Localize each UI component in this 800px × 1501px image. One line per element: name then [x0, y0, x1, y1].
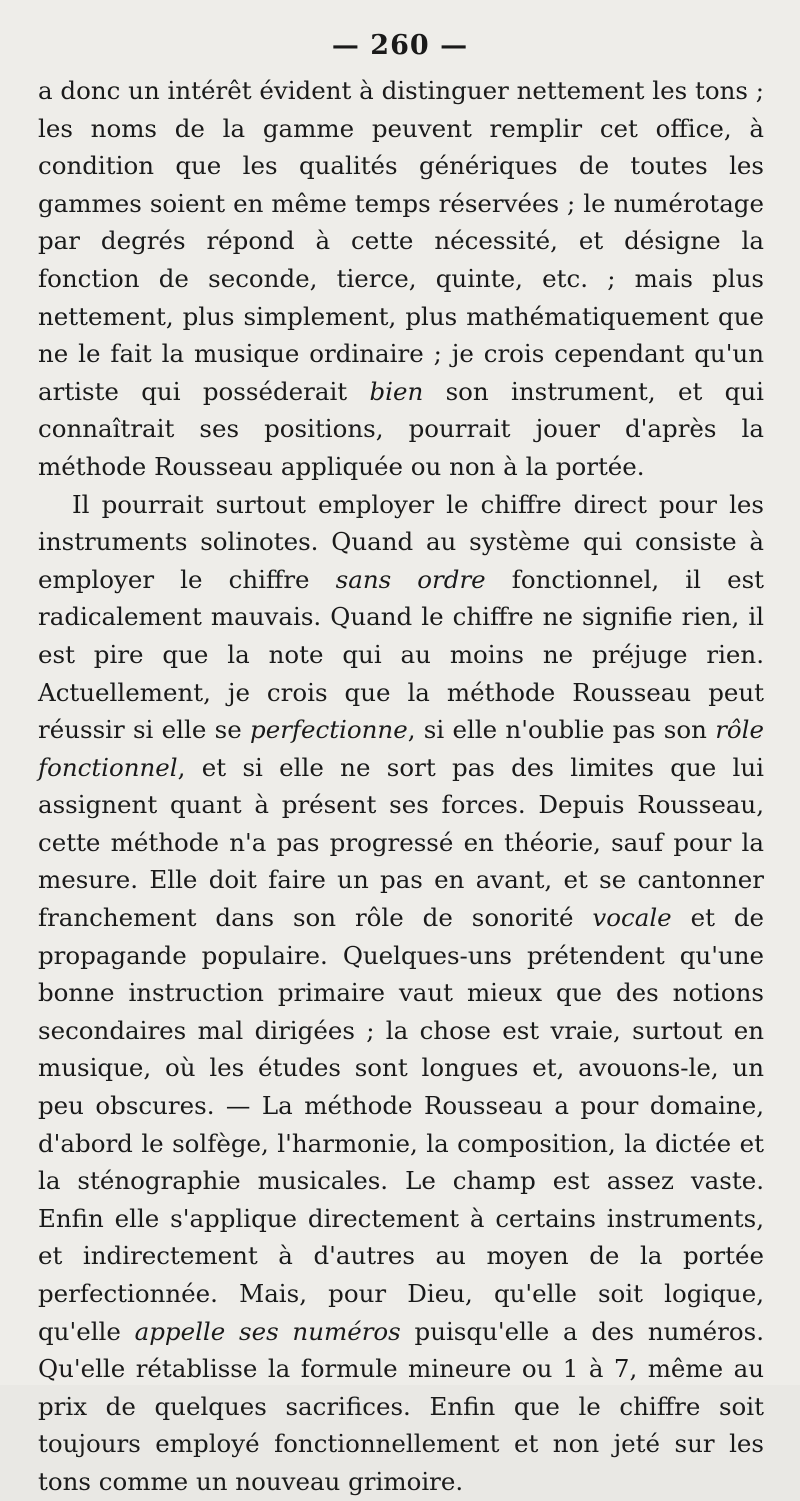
paragraph-text: fonctionnel, il est radicalement mauvais. Quand le chiffre ne signifie rien, il est pire que la note qui au moins ne préjuge rien. Actuellement, je crois que la méthode Rousseau peut réussir si elle se	[38, 564, 764, 745]
paragraph-1	[38, 72, 764, 486]
paragraph-text: et de propagande populaire. Quelques-uns prétendent qu'une bonne instruction primaire vaut mieux que des notions secondaires mal dirigées ; la chose est vraie, surtout en musique, où les études sont longues et, avouons-le, un peu obscures. — La méthode Rousseau a pour domaine, d'abord le solfège, l'harmonie, la composition, la dictée et la sténographie musicales. Le champ est assez vaste. Enfin elle s'applique directement à certains instruments, et indirectement à d'autres au moyen de la portée perfectionnée. Mais, pour Dieu, qu'elle soit logique, qu'elle	[38, 903, 765, 1346]
italic-emphasis: bien	[369, 376, 424, 406]
paragraph-text: Il pourrait surtout employer le chiffre direct pour les instruments solinotes. Quand au système qui consiste à employer le chiffre	[38, 489, 764, 594]
body-text	[38, 72, 764, 1501]
italic-emphasis: sans ordre	[335, 564, 486, 594]
italic-emphasis: appelle ses numéros	[134, 1316, 401, 1346]
paragraph-text: , si elle n'oublie pas son	[407, 715, 716, 745]
paragraph-text: , et si elle ne sort pas des limites que lui assignent quant à présent ses forces. Depuis Rousseau, cette méthode n'a pas progressé en théorie, sauf pour la mesure. Elle doit faire un pas en avant, et se cantonner franchement dans son rôle de sonorité	[38, 752, 764, 933]
italic-emphasis: vocale	[592, 903, 672, 933]
paragraph-text: son instrument, et qui connaîtrait ses positions, pourrait jouer d'après la méthode Rousseau appliquée ou non à la portée.	[38, 376, 764, 481]
paragraph-2	[38, 486, 764, 1501]
paragraph-text: a donc un intérêt évident à distinguer nettement les tons ; les noms de la gamme peuvent remplir cet office, à condition que les qualités génériques de toutes les gammes soient en même temps réservées ; le numérotage par degrés répond à cette nécessité, et désigne la fonction de seconde, tierce, quinte, etc. ; mais plus nettement, plus simplement, plus mathématiquement que ne le fait la musique ordinaire ; je crois cependant qu'un artiste qui posséderait	[38, 76, 764, 406]
italic-emphasis: perfectionne	[250, 715, 408, 745]
paragraph-text: puisqu'elle a des numéros. Qu'elle rétablisse la formule mineure ou 1 à 7, même au prix de quelques sacrifices. Enfin que le chiffre soit toujours employé fonctionnellement et non jeté sur les tons comme un nouveau grimoire.	[38, 1316, 764, 1496]
page-number: — 260 —	[331, 30, 469, 61]
italic-emphasis: rôle fonctionnel	[38, 715, 764, 782]
